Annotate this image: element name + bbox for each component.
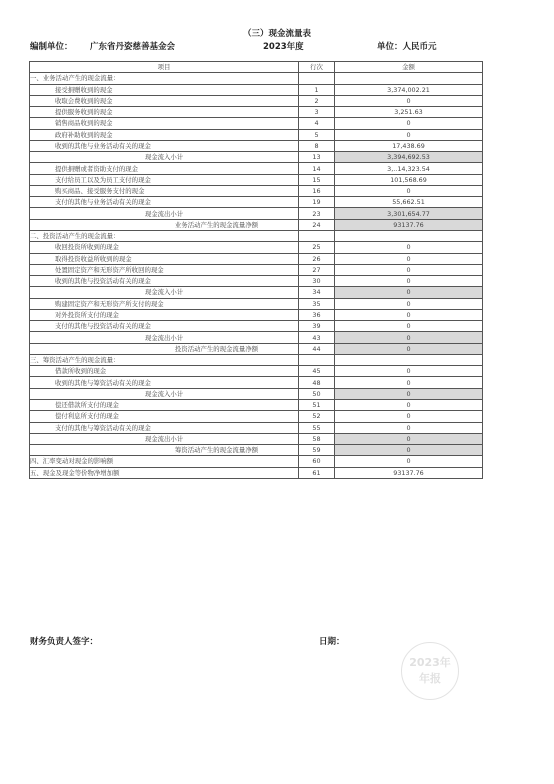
row-no: 51 — [299, 399, 335, 410]
table-row — [30, 298, 483, 309]
stamp-year: 2023年 — [409, 656, 451, 669]
row-item: 收到的其他与业务活动有关的现金 — [30, 140, 299, 151]
row-item: 现金流入小计 — [30, 152, 299, 163]
row-item: 收到的其他与投资活动有关的现金 — [30, 276, 299, 287]
row-item: 现金流出小计 — [30, 433, 299, 444]
report-title: （三）现金流量表 — [242, 29, 311, 39]
table-row — [30, 411, 483, 422]
row-no: 59 — [299, 445, 335, 456]
net-amount-row — [30, 445, 483, 456]
compiling-unit-label: 编制单位： — [30, 42, 73, 52]
date-label: 日期： — [319, 637, 345, 647]
table-row — [30, 399, 483, 410]
row-no: 4 — [299, 118, 335, 129]
row-amount: 0 — [335, 377, 483, 388]
row-amount: 0 — [335, 276, 483, 287]
row-no: 1 — [299, 84, 335, 95]
row-item: 提供服务收到的现金 — [30, 107, 299, 118]
row-amount: 0 — [335, 95, 483, 106]
row-amount: 0 — [335, 242, 483, 253]
row-item: 销售商品收到的现金 — [30, 118, 299, 129]
table-row — [30, 456, 483, 467]
row-amount: 0 — [335, 388, 483, 399]
row-item: 现金流入小计 — [30, 388, 299, 399]
row-amount: 0 — [335, 399, 483, 410]
section-row — [30, 354, 483, 365]
table-row — [30, 366, 483, 377]
row-item: 支付的其他与投资活动有关的现金 — [30, 321, 299, 332]
annual-report-stamp — [401, 642, 459, 700]
row-item: 五、现金及现金等价物净增加额 — [30, 467, 299, 478]
row-amount: 0 — [335, 433, 483, 444]
row-item: 现金流入小计 — [30, 287, 299, 298]
row-item: 四、汇率变动对现金的影响额 — [30, 456, 299, 467]
row-amount: 101,568.69 — [335, 174, 483, 185]
table-row — [30, 84, 483, 95]
row-amount: 0 — [335, 264, 483, 275]
row-no: 61 — [299, 467, 335, 478]
row-item: 投资活动产生的现金流量净额 — [30, 343, 299, 354]
row-no — [299, 230, 335, 241]
table-row — [30, 129, 483, 140]
row-amount: 0 — [335, 366, 483, 377]
compiling-unit-name: 广东省丹姿慈善基金会 — [90, 42, 176, 52]
row-item: 支付给员工以及为员工支付的现金 — [30, 174, 299, 185]
row-no: 25 — [299, 242, 335, 253]
row-amount: 0 — [335, 129, 483, 140]
table-row — [30, 264, 483, 275]
row-no: 19 — [299, 197, 335, 208]
row-item: 收到的其他与筹资活动有关的现金 — [30, 377, 299, 388]
row-item: 购建固定资产和无形资产所支付的现金 — [30, 298, 299, 309]
row-no: 26 — [299, 253, 335, 264]
row-amount: 0 — [335, 118, 483, 129]
table-row — [30, 185, 483, 196]
row-item: 处置固定资产和无形资产所收回的现金 — [30, 264, 299, 275]
row-no: 35 — [299, 298, 335, 309]
row-no: 8 — [299, 140, 335, 151]
row-no: 50 — [299, 388, 335, 399]
row-item: 现金流出小计 — [30, 208, 299, 219]
row-item: 对外投资所支付的现金 — [30, 309, 299, 320]
finance-signature-label: 财务负责人签字： — [30, 637, 99, 647]
row-amount: 3,301,654.77 — [335, 208, 483, 219]
row-amount: 55,662.51 — [335, 197, 483, 208]
stamp-label: 年报 — [419, 672, 441, 685]
row-amount: 3,374,002.21 — [335, 84, 483, 95]
section-row — [30, 230, 483, 241]
net-amount-row — [30, 219, 483, 230]
row-amount: 0 — [335, 332, 483, 343]
subtotal-row — [30, 208, 483, 219]
row-amount: 0 — [335, 298, 483, 309]
row-no: 36 — [299, 309, 335, 320]
row-amount: 0 — [335, 411, 483, 422]
row-no: 14 — [299, 163, 335, 174]
row-item: 业务活动产生的现金流量净额 — [30, 219, 299, 230]
row-no: 58 — [299, 433, 335, 444]
table-row — [30, 253, 483, 264]
table-row — [30, 95, 483, 106]
row-no: 27 — [299, 264, 335, 275]
row-item: 二、投资活动产生的现金流量： — [30, 230, 299, 241]
row-no — [299, 354, 335, 365]
table-row — [30, 242, 483, 253]
row-amount: 3,251.63 — [335, 107, 483, 118]
table-row — [30, 140, 483, 151]
row-no: 2 — [299, 95, 335, 106]
row-amount: 93137.76 — [335, 219, 483, 230]
row-no: 23 — [299, 208, 335, 219]
row-item: 接受捐赠收到的现金 — [30, 84, 299, 95]
table-row — [30, 276, 483, 287]
row-item: 提供捐赠或者资助支付的现金 — [30, 163, 299, 174]
table-row — [30, 467, 483, 478]
subtotal-row — [30, 152, 483, 163]
table-row — [30, 107, 483, 118]
row-no: 45 — [299, 366, 335, 377]
row-amount: 3,394,692.53 — [335, 152, 483, 163]
row-item: 偿还借款所支付的现金 — [30, 399, 299, 410]
row-item: 支付的其他与业务活动有关的现金 — [30, 197, 299, 208]
row-amount: 0 — [335, 185, 483, 196]
row-no: 30 — [299, 276, 335, 287]
subtotal-row — [30, 332, 483, 343]
currency-unit: 单位：人民币元 — [377, 42, 437, 52]
row-amount: 0 — [335, 422, 483, 433]
table-row — [30, 197, 483, 208]
row-amount: 3,..14,323.54 — [335, 163, 483, 174]
row-no: 44 — [299, 343, 335, 354]
row-amount: 0 — [335, 445, 483, 456]
row-no: 39 — [299, 321, 335, 332]
row-item: 收回投资所收到的现金 — [30, 242, 299, 253]
row-amount: 93137.76 — [335, 467, 483, 478]
row-no: 43 — [299, 332, 335, 343]
row-amount: 0 — [335, 309, 483, 320]
cash-flow-table — [29, 61, 483, 479]
subtotal-row — [30, 388, 483, 399]
report-header — [0, 40, 554, 52]
row-amount: 0 — [335, 287, 483, 298]
row-no: 3 — [299, 107, 335, 118]
row-no: 5 — [299, 129, 335, 140]
row-no: 52 — [299, 411, 335, 422]
table-row — [30, 422, 483, 433]
row-no: 48 — [299, 377, 335, 388]
table-header-row — [30, 62, 483, 73]
row-item: 取得投资收益所收到的现金 — [30, 253, 299, 264]
row-no: 55 — [299, 422, 335, 433]
row-no: 60 — [299, 456, 335, 467]
table-row — [30, 73, 483, 84]
row-amount — [335, 73, 483, 84]
table-row — [30, 309, 483, 320]
table-row — [30, 321, 483, 332]
row-amount: 0 — [335, 343, 483, 354]
row-amount: 0 — [335, 321, 483, 332]
row-no: 24 — [299, 219, 335, 230]
table-row — [30, 163, 483, 174]
row-item: 支付的其他与筹资活动有关的现金 — [30, 422, 299, 433]
row-item: 购买商品、接受服务支付的现金 — [30, 185, 299, 196]
subtotal-row — [30, 287, 483, 298]
row-no: 13 — [299, 152, 335, 163]
row-item: 偿付利息所支付的现金 — [30, 411, 299, 422]
row-no: 34 — [299, 287, 335, 298]
row-item: 筹资活动产生的现金流量净额 — [30, 445, 299, 456]
table-row — [30, 377, 483, 388]
row-no: 16 — [299, 185, 335, 196]
row-item: 一、业务活动产生的现金流量： — [30, 73, 299, 84]
report-year: 2023年度 — [263, 42, 304, 52]
table-row — [30, 118, 483, 129]
row-amount: 0 — [335, 456, 483, 467]
table-row — [30, 174, 483, 185]
row-amount — [335, 230, 483, 241]
net-amount-row — [30, 343, 483, 354]
row-item: 收取会费收到的现金 — [30, 95, 299, 106]
row-item: 三、筹资活动产生的现金流量： — [30, 354, 299, 365]
row-item: 现金流出小计 — [30, 332, 299, 343]
row-item: 借款所收到的现金 — [30, 366, 299, 377]
column-header-row-no: 行次 — [299, 62, 335, 73]
row-item: 政府补助收到的现金 — [30, 129, 299, 140]
row-amount: 0 — [335, 253, 483, 264]
subtotal-row — [30, 433, 483, 444]
row-no: 15 — [299, 174, 335, 185]
row-amount — [335, 354, 483, 365]
row-no — [299, 73, 335, 84]
column-header-amount: 金额 — [335, 62, 483, 73]
row-amount: 17,438.69 — [335, 140, 483, 151]
column-header-item: 项目 — [30, 62, 299, 73]
